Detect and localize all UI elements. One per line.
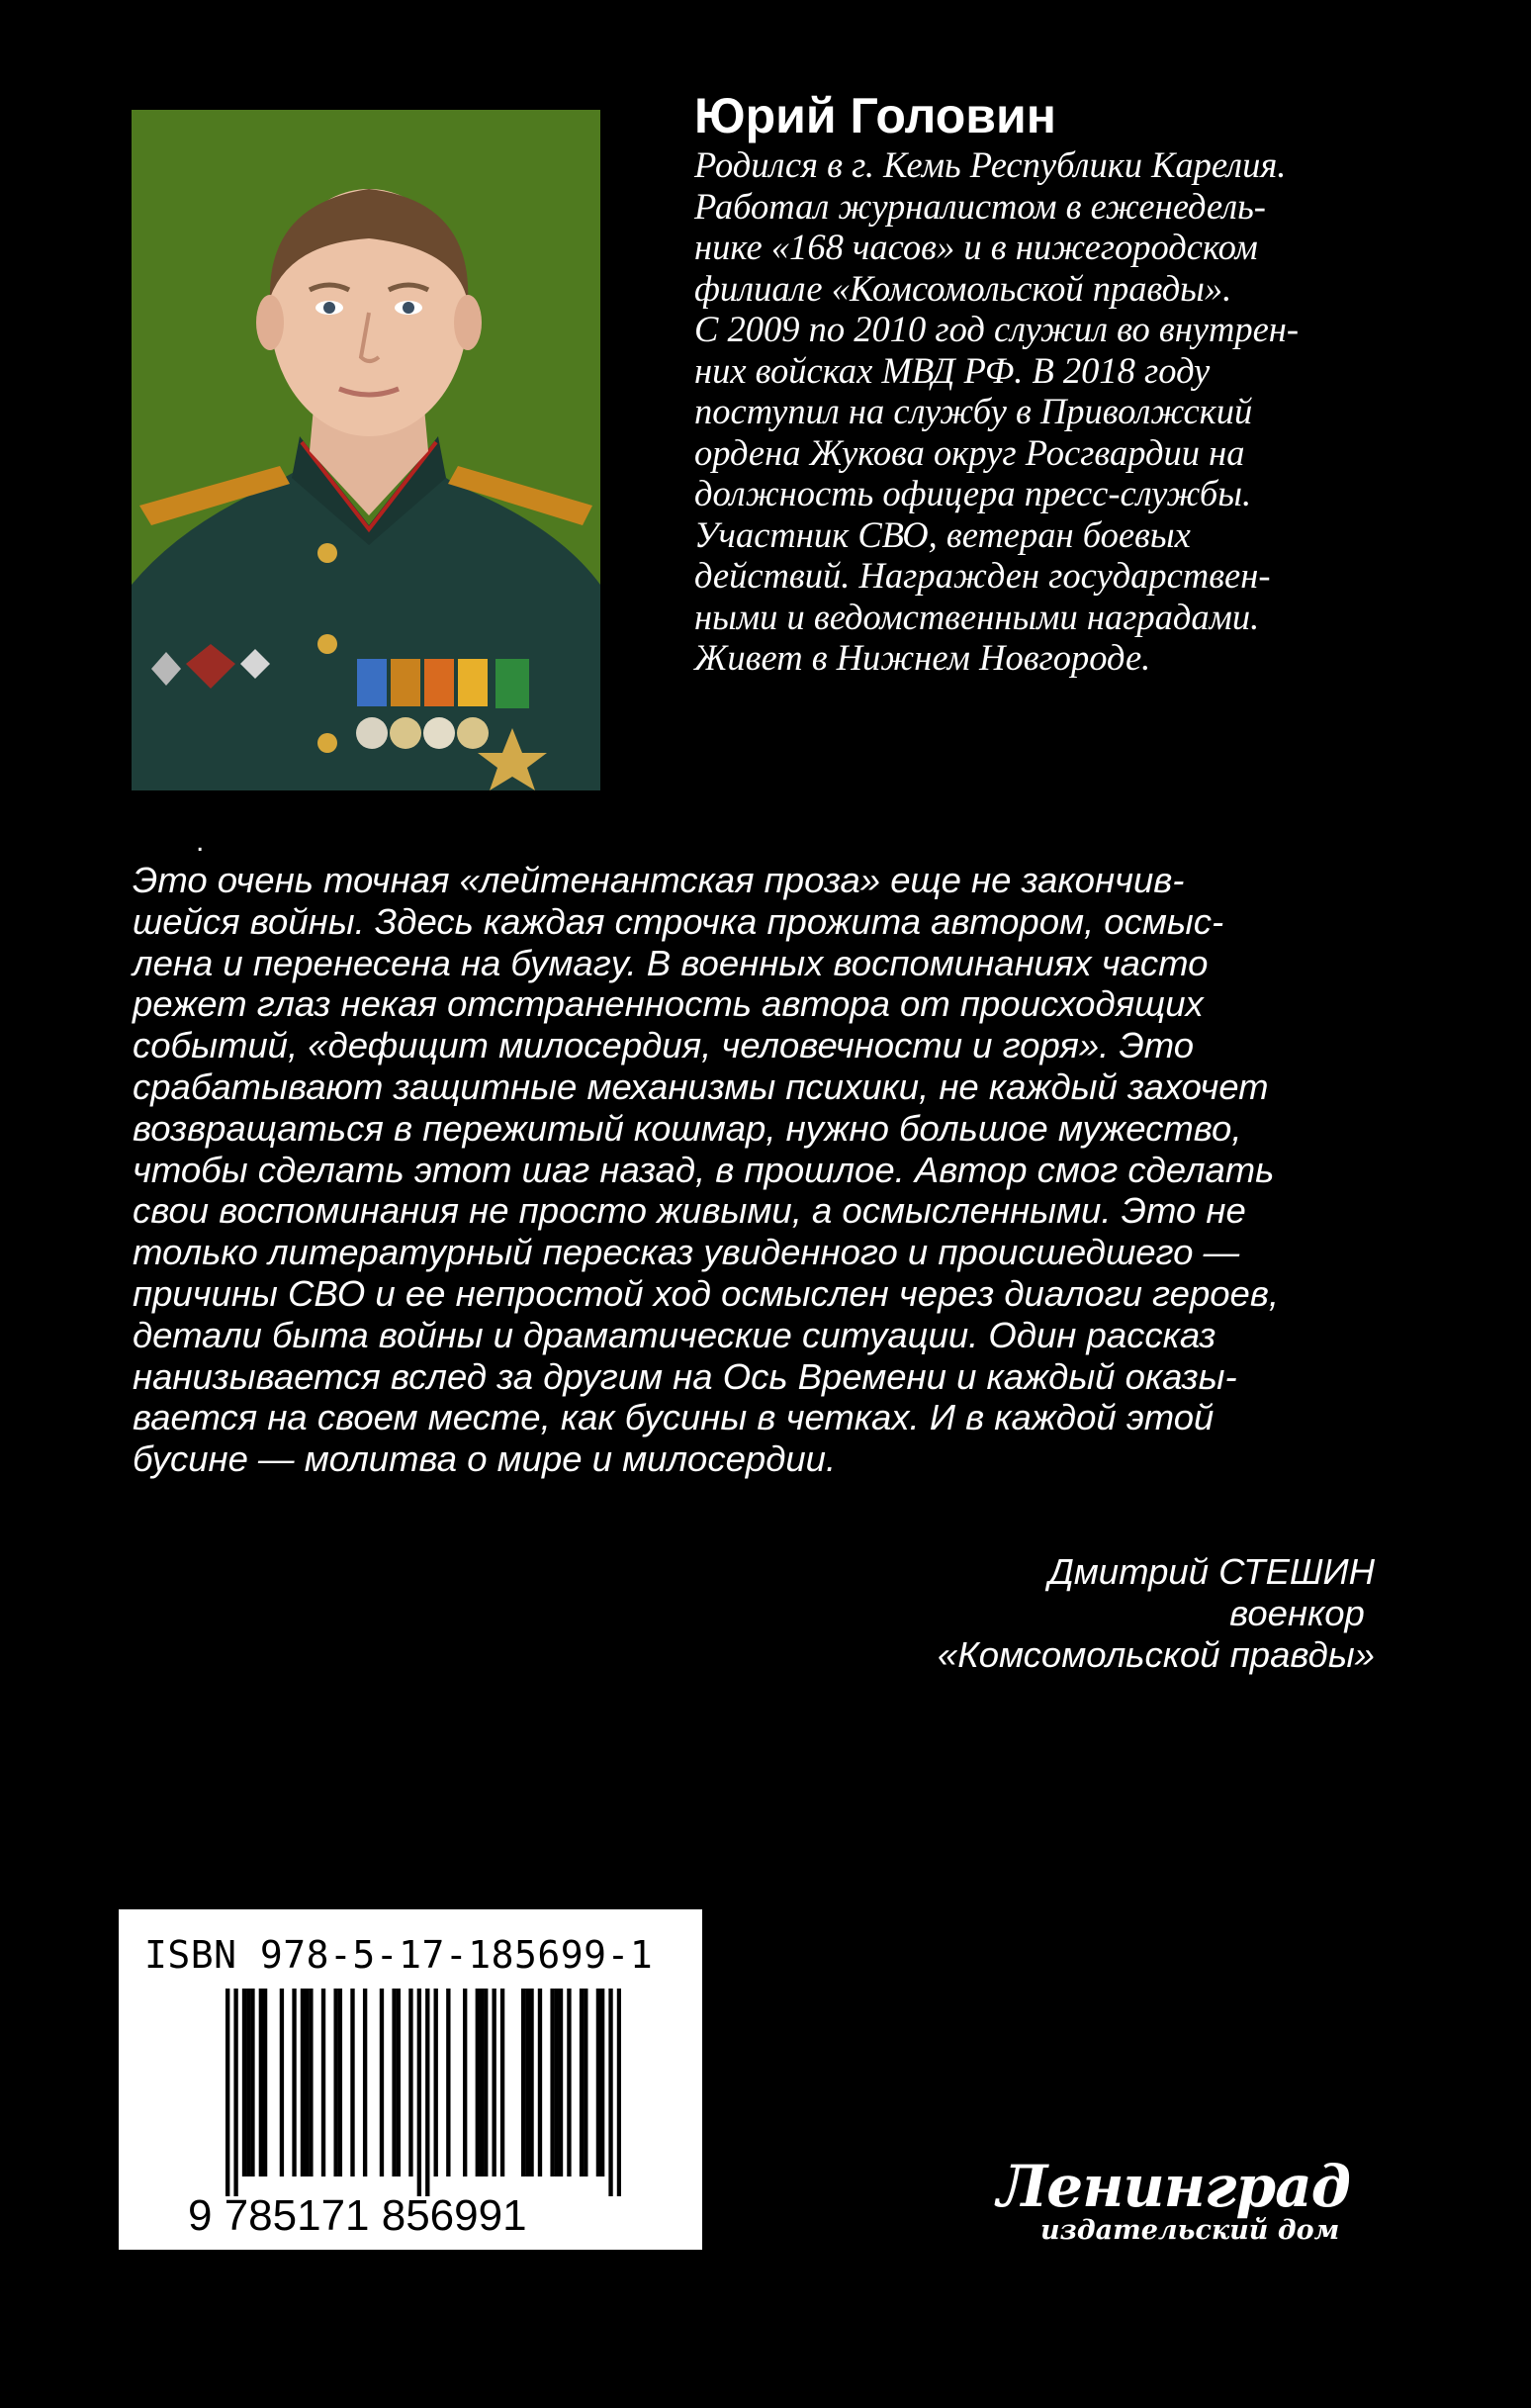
- bio-line: Живет в Нижнем Новгороде.: [694, 637, 1151, 678]
- barcode-bar: [263, 1989, 267, 2176]
- barcode-bar: [259, 1989, 263, 2176]
- barcode-bar: [305, 1989, 309, 2176]
- barcode-bar: [608, 1989, 612, 2196]
- isbn-barcode: [119, 1909, 702, 2250]
- bio-line: действий. Награжден государствен-: [694, 555, 1271, 596]
- barcode-bar: [397, 1989, 401, 2176]
- barcode-bar: [292, 1989, 296, 2176]
- review-line: возвращаться в пережитый кошмар, нужно большое мужество,: [133, 1107, 1242, 1149]
- barcode-bar: [500, 1989, 504, 2176]
- barcode-bar: [408, 1989, 412, 2176]
- review-line: детали быта войны и драматические ситуации. Один рассказ: [133, 1314, 1216, 1355]
- review-line: причины СВО и ее непростой ход осмыслен через диалоги героев,: [133, 1272, 1280, 1314]
- review-signature: [938, 1551, 1375, 1676]
- barcode-bar: [321, 1989, 325, 2176]
- barcode-bar: [417, 1989, 421, 2196]
- bio-line: нике «168 часов» и в нижегородском: [694, 227, 1258, 267]
- bio-line: поступил на службу в Приволжский: [694, 391, 1253, 431]
- author-info: [694, 87, 1406, 679]
- barcode-bar: [492, 1989, 495, 2176]
- barcode-bar: [434, 1989, 438, 2176]
- barcode-bar: [480, 1989, 484, 2176]
- barcode-bar: [617, 1989, 621, 2196]
- bio-line: Родился в г. Кемь Республики Карелия.: [694, 144, 1287, 185]
- author-bio: [694, 144, 1406, 679]
- barcode-bar: [233, 1989, 237, 2196]
- barcode-bar: [333, 1989, 337, 2176]
- barcode-bar: [559, 1989, 563, 2176]
- review-line: вается на своем месте, как бусины в четках. И в каждой этой: [133, 1397, 1215, 1438]
- review-line: Это очень точная «лейтенантская проза» еще не закончив-: [133, 860, 1185, 900]
- signature-line: «Комсомольской правды»: [937, 1634, 1375, 1675]
- bio-line: ордена Жукова округ Росгвардии на: [694, 431, 1245, 473]
- signature-line: Дмитрий СТЕШИН: [1048, 1551, 1375, 1592]
- isbn-label: ISBN 978-5-17-185699-1: [144, 1933, 654, 1977]
- review-line: шейся войны. Здесь каждая строчка прожита автором, осмыс-: [133, 900, 1224, 942]
- bio-line: С 2009 по 2010 год служил во внутрен-: [694, 309, 1300, 349]
- barcode-bar: [525, 1989, 529, 2176]
- barcode-bar: [242, 1989, 246, 2176]
- barcode-bar: [521, 1989, 525, 2176]
- barcode-bar: [550, 1989, 554, 2176]
- barcode-bar: [538, 1989, 542, 2176]
- review-line: бусине — молитва о мире и милосердии.: [133, 1438, 837, 1480]
- barcode-bar: [380, 1989, 384, 2176]
- barcode-bar: [596, 1989, 600, 2176]
- bio-line: ными и ведомственными наградами.: [694, 596, 1260, 637]
- publisher-logo: [997, 2155, 1393, 2264]
- barcode-bar: [425, 1989, 429, 2196]
- author-photo: [132, 110, 600, 790]
- author-name: Юрий Головин: [694, 88, 1056, 143]
- review-line: нанизывается вслед за другим на Ось Времени и каждый оказы-: [133, 1355, 1237, 1397]
- review-line: лена и перенесена на бумагу. В военных воспоминаниях часто: [133, 942, 1209, 983]
- barcode-bar: [246, 1989, 250, 2176]
- bio-line: Работал журналистом в еженедель-: [694, 185, 1266, 227]
- review-line: режет глаз некая отстраненность автора от происходящих: [133, 983, 1204, 1025]
- barcode-bar: [392, 1989, 396, 2176]
- barcode-bar: [584, 1989, 587, 2176]
- review-text: [133, 860, 1418, 1480]
- review-line: свои воспоминания не просто живыми, а осмысленными. Это не: [133, 1190, 1246, 1232]
- bio-line: Участник СВО, ветеран боевых: [694, 513, 1191, 555]
- bio-line: филиале «Комсомольской правды».: [694, 267, 1232, 309]
- bio-line: должность офицера пресс-службы.: [694, 473, 1252, 513]
- barcode-bar: [338, 1989, 342, 2176]
- barcode-bars: [225, 1989, 621, 2196]
- author-portrait-illustration: [132, 110, 600, 790]
- review-line: срабатывают защитные механизмы психики, не каждый захочет: [133, 1065, 1269, 1107]
- signature-line: военкор: [1229, 1593, 1375, 1633]
- barcode-bar: [363, 1989, 367, 2176]
- review-line: только литературный пересказ увиденного и происшедшего —: [133, 1232, 1240, 1273]
- barcode-bar: [250, 1989, 254, 2176]
- publisher-name: Ленинград: [997, 2153, 1351, 2220]
- ean-digits: 9 785171 856991: [188, 2191, 527, 2240]
- barcode-bar: [484, 1989, 488, 2176]
- stray-dot: .: [196, 825, 205, 858]
- barcode-bar: [600, 1989, 604, 2176]
- publisher-subtitle: издательский дом: [1040, 2215, 1340, 2246]
- barcode-bar: [476, 1989, 480, 2176]
- barcode-bar: [225, 1989, 229, 2196]
- barcode-bar: [463, 1989, 467, 2176]
- barcode-bar: [446, 1989, 450, 2176]
- review-line: событий, «дефицит милосердия, человечности и горя». Это: [133, 1025, 1195, 1066]
- barcode-bar: [350, 1989, 354, 2176]
- bio-line: них войсках МВД РФ. В 2018 году: [694, 349, 1211, 391]
- barcode-bar: [555, 1989, 559, 2176]
- barcode-bar: [567, 1989, 571, 2176]
- barcode-bar: [280, 1989, 284, 2176]
- review-line: чтобы сделать этот шаг назад, в прошлое. Автор смог сделать: [133, 1149, 1275, 1190]
- barcode-bar: [301, 1989, 305, 2176]
- barcode-bar: [529, 1989, 533, 2176]
- barcode-bar: [309, 1989, 313, 2176]
- barcode-bar: [580, 1989, 584, 2176]
